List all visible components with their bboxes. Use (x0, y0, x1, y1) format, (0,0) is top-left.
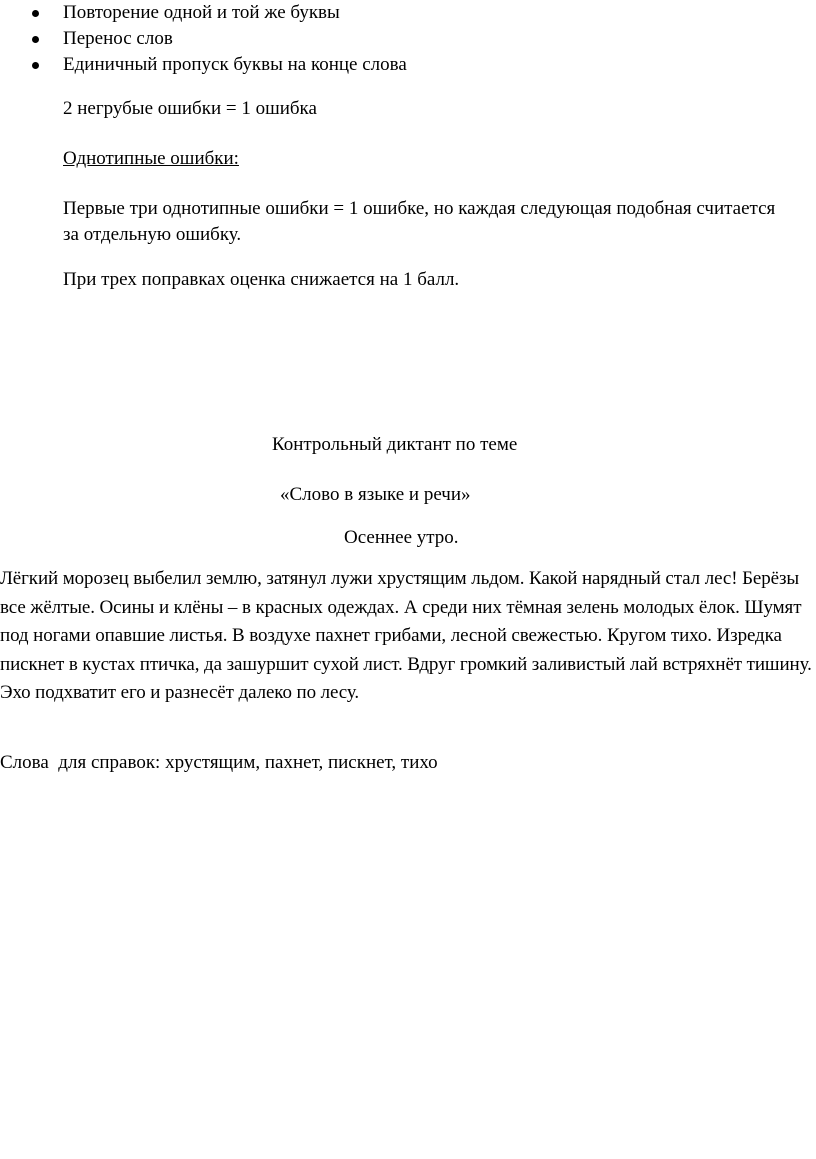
bullet-text: Единичный пропуск буквы на конце слова (63, 54, 407, 75)
bullet-icon (32, 36, 39, 43)
bullet-icon (32, 62, 39, 69)
dictation-title: Осеннее утро. (344, 527, 459, 548)
bullet-item (0, 52, 407, 78)
corrections-rule: При трех поправках оценка снижается на 1 балл. (63, 269, 460, 290)
same-type-errors-rule: Первые три однотипные ошибки = 1 ошибке, но каждая следующая подобная считается за отдельную ошибку. (63, 198, 776, 245)
minor-errors-rule: 2 негрубые ошибки = 1 ошибка (63, 98, 317, 119)
dictation-text: Лёгкий морозец выбелил землю, затянул лужи хрустящим льдом. Какой нарядный стал лес! Берёзы все жёлтые. Осины и клёны – в красных одеждах. А среди них тёмная зелень молодых ёлок. Шумят под ногами опавшие листья. В воздухе пахнет грибами, лесной свежестью. Кругом тихо. Изредка пискнет в кустах птичка, да зашуршит сухой лист. Вдруг громкий заливистый лай встряхнёт тишину. Эхо подхватит его и разнесёт далеко по лесу. (0, 568, 812, 703)
bullet-text: Перенос слов (63, 28, 173, 49)
bullet-text: Повторение одной и той же буквы (63, 2, 340, 23)
dictation-heading: Контрольный диктант по теме (272, 434, 518, 455)
dictation-topic: «Слово в языке и речи» (280, 484, 471, 505)
bullet-item (0, 0, 407, 26)
reference-words: Слова для справок: хрустящим, пахнет, пискнет, тихо (0, 752, 438, 773)
criteria-bullet-list (0, 0, 407, 78)
bullet-item (0, 26, 407, 52)
bullet-icon (32, 10, 39, 17)
same-type-errors-heading: Однотипные ошибки: (63, 148, 239, 169)
